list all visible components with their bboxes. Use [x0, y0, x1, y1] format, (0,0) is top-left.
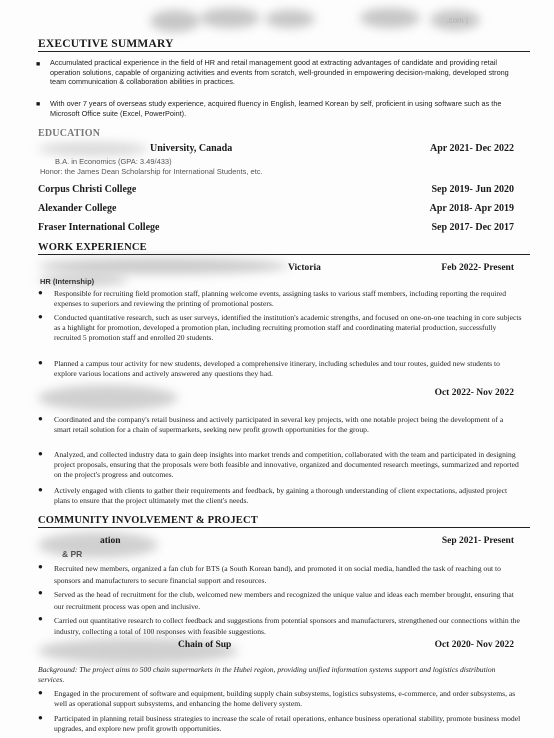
- work-job1-date: Feb 2022- Present: [441, 263, 514, 273]
- community-item1-name: ation: [100, 536, 121, 546]
- bullet-marker: ■: [36, 60, 41, 68]
- education-school-3: Alexander College: [38, 203, 117, 214]
- work-job2-bullet-2: Analyzed, and collected industry data to gain deep insights into market trends and competition, collaborated with the team and participated in designing project proposals, ensuring that the proposals were both feasible and innovative, organized and documented research meetings, summarized and reported on the project's progress and outcomes.: [54, 450, 519, 479]
- bullet-marker: ●: [38, 449, 43, 458]
- work-job1-employer: Victoria: [288, 263, 321, 273]
- community-item2-bullet-2: Participated in planning retail business strategies to increase the scale of retail operations, enhance business operational stability, promote business model upgrades, and explore new profit growth opportunities.: [54, 714, 521, 733]
- education-date-2: Sep 2019- Jun 2020: [431, 184, 514, 195]
- work-job2-bullet-3: Actively engaged with clients to gather their requirements and feedback, by gaining a thorough understanding of client expectations, adjusted project plans to ensure that the project ultimately met the client's needs.: [54, 486, 508, 505]
- bullet-marker: ●: [38, 713, 43, 722]
- community-item1-bullet-1: Recruited new members, organized a fan club for BTS (a South Korean band), and promoted it on social media, handled the task of reaching out to sponsors and manufacturers to secure financial support and resources.: [54, 564, 501, 585]
- education-honor: Honor: the James Dean Scholarship for International Students, etc.: [40, 167, 263, 176]
- bullet-marker: ■: [36, 100, 41, 108]
- education-row-1: [38, 143, 514, 154]
- bullet-marker: ●: [38, 588, 43, 597]
- education-date-1: Apr 2021- Dec 2022: [430, 143, 514, 154]
- bullet-marker: ●: [38, 688, 43, 697]
- community-item1-bullet-2: Served as the head of recruitment for the club, welcomed new members and recognized the unique value and ideas each member brought, ensuring that our recruitment process was open and inclusive.: [54, 590, 514, 611]
- bullet-marker: ●: [38, 288, 43, 297]
- bullet-marker: ●: [38, 358, 43, 367]
- summary-paragraph-2: With over 7 years of overseas study experience, acquired fluency in English, learned Korean by self, proficient in using software such as the Microsoft Office suite (Excel, PowerPoint).: [50, 99, 502, 118]
- bullet-marker: ●: [38, 614, 43, 623]
- header-email-fragment: .com |: [446, 16, 468, 25]
- redaction-blur: [265, 10, 315, 28]
- community-item1-date: Sep 2021- Present: [441, 536, 514, 546]
- section-title-work: WORK EXPERIENCE: [38, 242, 530, 255]
- work-job1-header: [38, 263, 514, 273]
- redaction-blur: [360, 8, 420, 28]
- bullet-marker: ●: [38, 562, 43, 571]
- education-date-4: Sep 2017- Dec 2017: [431, 222, 514, 233]
- education-row-4: [38, 222, 514, 233]
- education-date-3: Apr 2018- Apr 2019: [429, 203, 514, 214]
- community-item2-date: Oct 2020- Nov 2022: [434, 640, 514, 650]
- education-school-4: Fraser International College: [38, 222, 160, 233]
- work-job2-date: Oct 2022- Nov 2022: [434, 388, 514, 398]
- redaction-blur: [38, 385, 178, 411]
- bullet-marker: ●: [38, 485, 43, 494]
- bullet-marker: ●: [38, 414, 43, 423]
- section-title-community: COMMUNITY INVOLVEMENT & PROJECT: [38, 515, 530, 528]
- section-title-education: EDUCATION: [38, 128, 101, 139]
- redaction-blur: [200, 8, 260, 28]
- work-job1-bullet-1: Responsible for recruiting field promotion staff, planning welcome events, assigning tasks to various staff members, including reporting the required expenses to superiors and reviewing the printing of promotional posters.: [54, 289, 507, 308]
- redaction-blur: [150, 10, 200, 32]
- section-title-summary: EXECUTIVE SUMMARY: [38, 38, 530, 52]
- summary-paragraph-1: Accumulated practical experience in the field of HR and retail management good at extracting advantages of candidate and providing retail operation solutions, capable of organizing activities and events from scratch, well-grounded in empowering decision-making, developed strong team communication & collaboration abilities in practices.: [50, 58, 509, 87]
- community-item1-bullet-3: Carried out quantitative research to collect feedback and suggestions from potential sponsors and manufacturers, strengthened our connections within the industry, collecting a total of 100 responses with feasible suggestions.: [54, 616, 520, 636]
- education-school-2: Corpus Christi College: [38, 184, 137, 195]
- education-degree: B.A. in Economics (GPA: 3.49/433): [55, 157, 172, 166]
- education-row-2: [38, 184, 514, 195]
- community-item2-background: Background: The project aims to 500 chain supermarkets in the Hubei region, providing unified information systems support and logistics distribution services.: [38, 665, 496, 684]
- community-item1-header: [38, 536, 514, 546]
- work-job1-bullet-2: Conducted quantitative research, such as user surveys, identified the institution's academic strengths, and focused on one-on-one teaching in core subjects as a highlight for promotion, developed a promotion plan, including recruiting promotion staff and coordinating material production, successfully recruited 5 promotion staff and enrolled 20 students.: [54, 313, 522, 342]
- bullet-marker: ●: [38, 312, 43, 321]
- community-item2-header: [38, 640, 514, 650]
- work-job1-role: HR (Internship): [40, 277, 95, 286]
- community-item1-role: & PR: [62, 549, 83, 559]
- work-job2-bullet-1: Coordinated and the company's retail business and actively participated in several key projects, with one notable project being the development of a smart retail solution for a chain of supermarkets, seeking new profit growth opportunities for the group.: [54, 415, 504, 434]
- education-row-3: [38, 203, 514, 214]
- education-school-1: University, Canada: [150, 143, 233, 154]
- community-item2-bullet-1: Engaged in the procurement of software and equipment, building supply chain subsystems, logistics subsystems, e-commerce, and order subsystems, as well as operational support subsystems, and enhancing the home delivery system.: [54, 689, 516, 708]
- community-item2-name: Chain of Sup: [178, 640, 232, 650]
- work-job1-bullet-3: Planned a campus tour activity for new students, developed a comprehensive itinerary, including schedules and tour routes, guided new students to explore various locations and actively answered any questions they had.: [54, 359, 500, 378]
